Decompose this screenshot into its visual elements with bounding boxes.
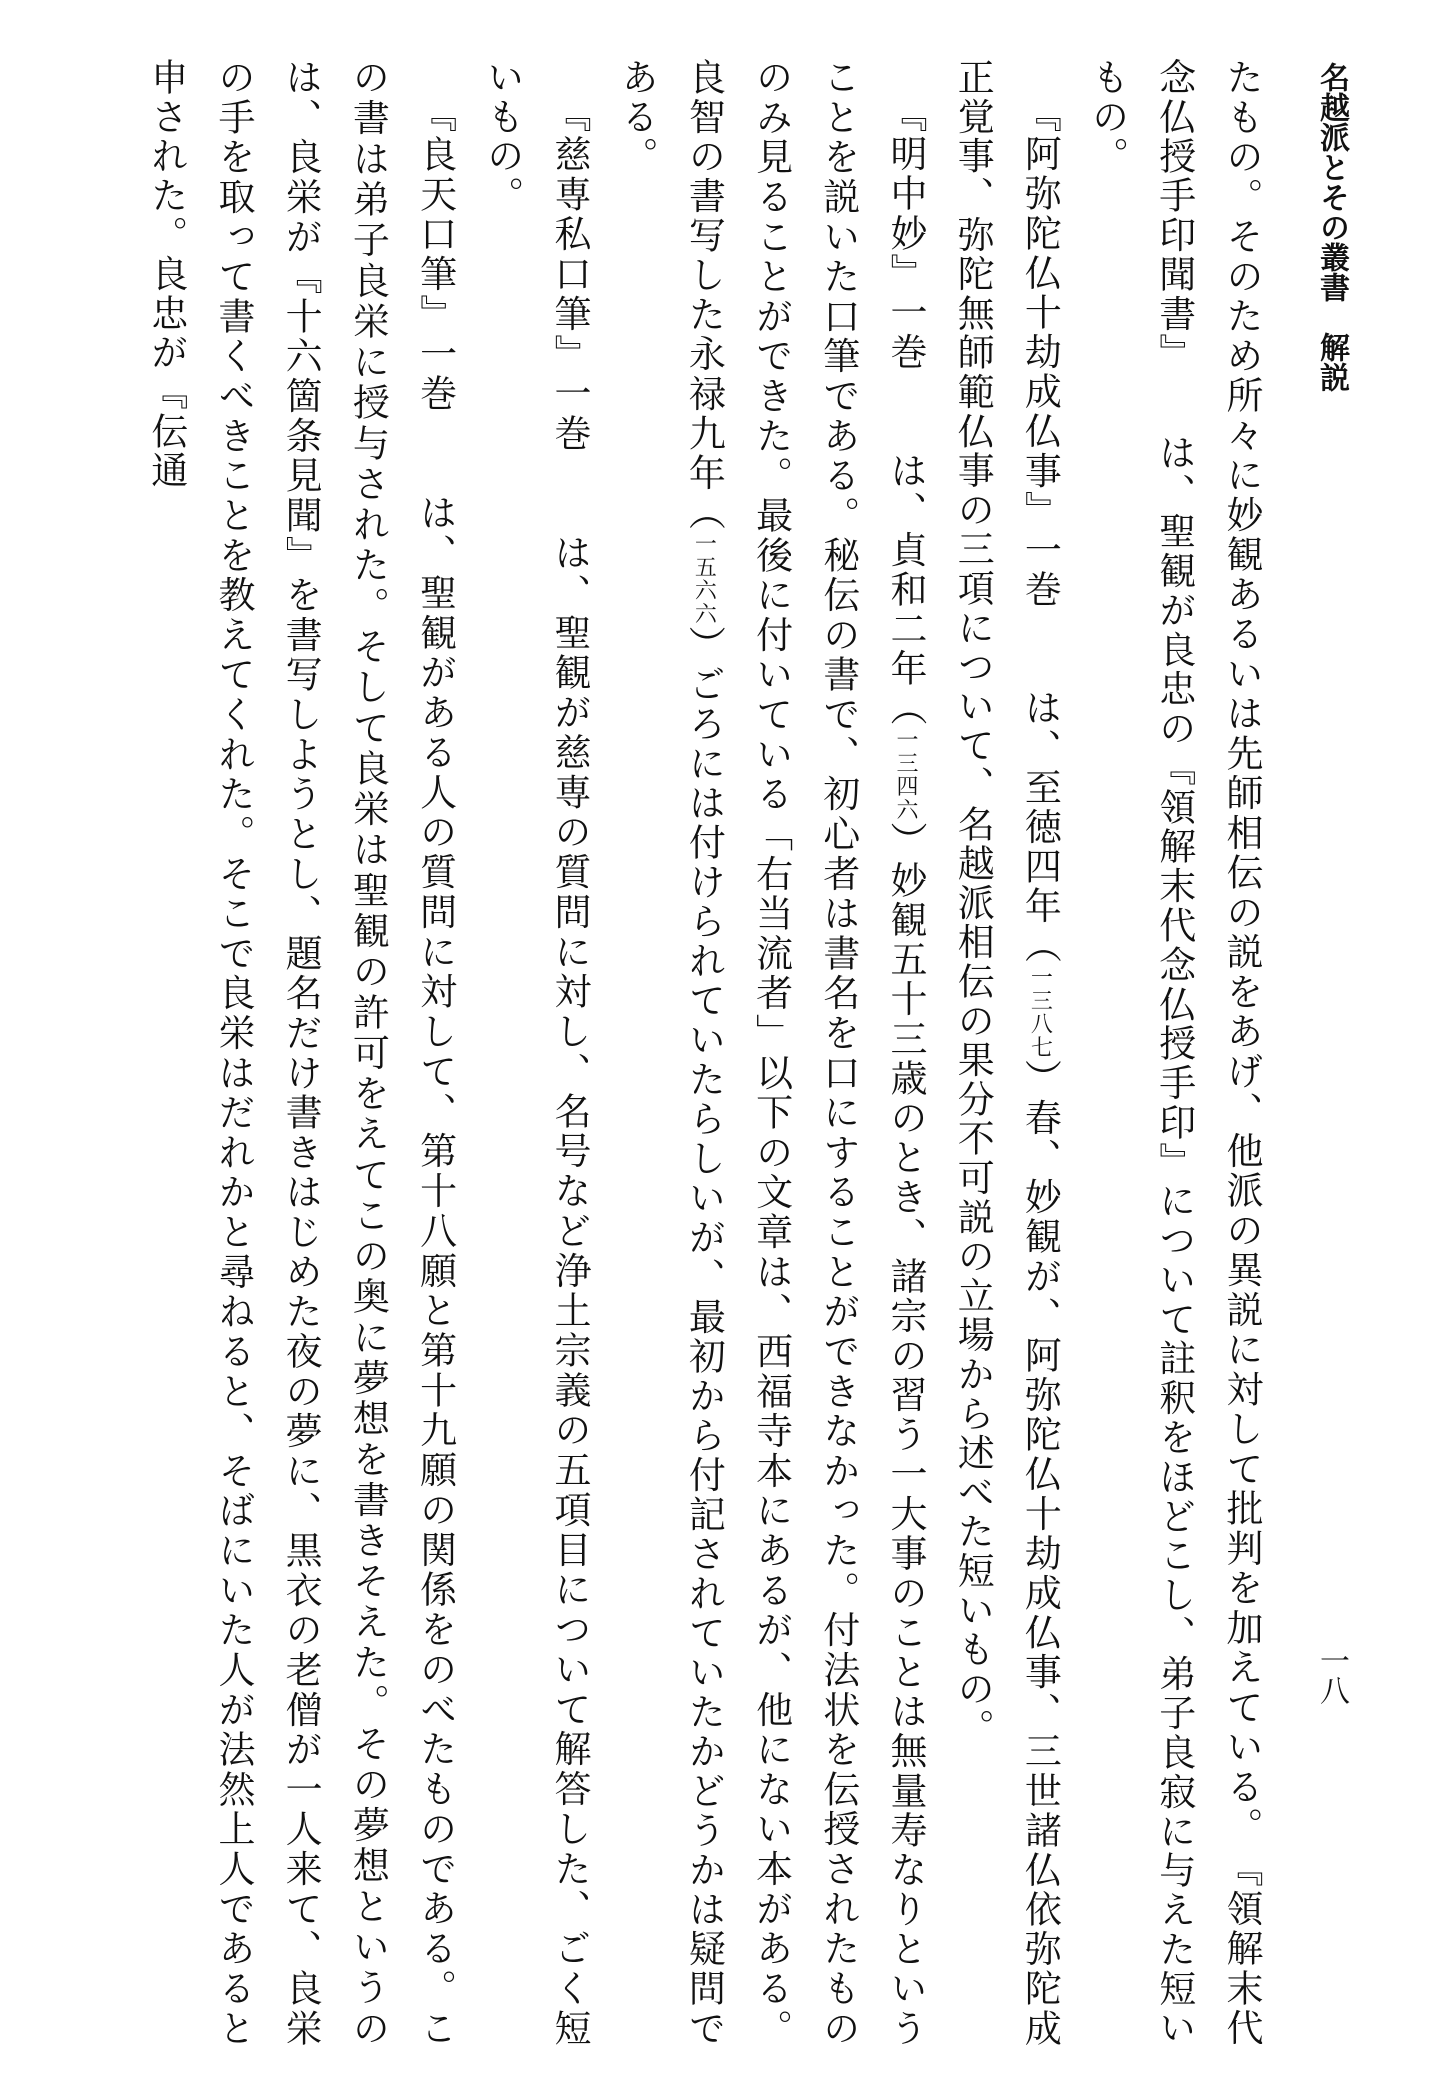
paragraph-4 <box>469 58 603 2048</box>
running-header: 名越派とその叢書 解説 <box>1314 62 1349 392</box>
paragraph-text: 『慈専私口筆』一巻 は、聖観が慈専の質問に対し、名号など浄土宗義の五項目について解答した、ごく短いもの。 <box>480 58 591 2048</box>
paragraph-text: たもの。そのため所々に妙観あるいは先師相伝の説をあげ、他派の異説に対して批判を加えている。 『領解末代念仏授手印聞書』 は、聖観が良忠の『領解末代念仏授手印』について註釈をほどこし、弟子良寂に与えた短いもの。 <box>1085 58 1263 2048</box>
paragraph-text: ）妙観五十三歳のとき、諸宗の習う一大事のことは無量寿なりということを説いた口筆である。秘伝の書で、初心者は書名を口にすることができなかった。付法状を伝授されたもののみ見ることができた。最後に付いている「右当流者」以下の文章は、西福寺本にあるが、他にない本がある。良智の書写した永禄九年（ <box>682 58 927 2048</box>
body-text <box>133 58 1275 2048</box>
paragraph-text: 『阿弥陀仏十劫成仏事』一巻 は、至徳四年（ <box>1018 95 1062 966</box>
paragraph-3 <box>603 58 939 2048</box>
paragraph-text: 『良天口筆』一巻 は、聖観がある人の質問に対して、第十八願と第十九願の関係をのべたものである。この書は弟子良栄に授与された。そして良栄は聖観の許可をえてこの奥に夢想を書きそえた。その夢想というのは、良栄が『十六箇条見聞』を書写しようとし、題名だけ書きはじめた夜の夢に、黒衣の老僧が一人来て、良栄の手を取って書くべきことを教えてくれた。そこで良栄はだれかと尋ねると、そばにいた人が法然上人であると申された。良忠が『伝通 <box>144 58 457 2048</box>
year-note: 一五六六 <box>691 532 717 626</box>
paragraph-text: ）春、妙観が、阿弥陀仏十劫成仏事、三世諸仏依弥陀成正覚事、弥陀無師範仏事の三項について、名越派相伝の果分不可説の立場から述べた短いもの。 <box>951 58 1062 2049</box>
paragraph-5 <box>133 58 469 2048</box>
year-note: 一三四六 <box>892 728 918 822</box>
paragraph-text: 『明中妙』一巻 は、貞和二年（ <box>883 95 927 729</box>
paragraph-2 <box>939 58 1073 2048</box>
paragraph-1 <box>1073 58 1275 2048</box>
paragraph-text: ）ごろには付けられていたらしいが、最初から付記されていたかどうかは疑問である。 <box>615 58 726 2048</box>
page-number: 一八 <box>1314 1645 1349 1705</box>
year-note: 一三八七 <box>1027 965 1053 1059</box>
